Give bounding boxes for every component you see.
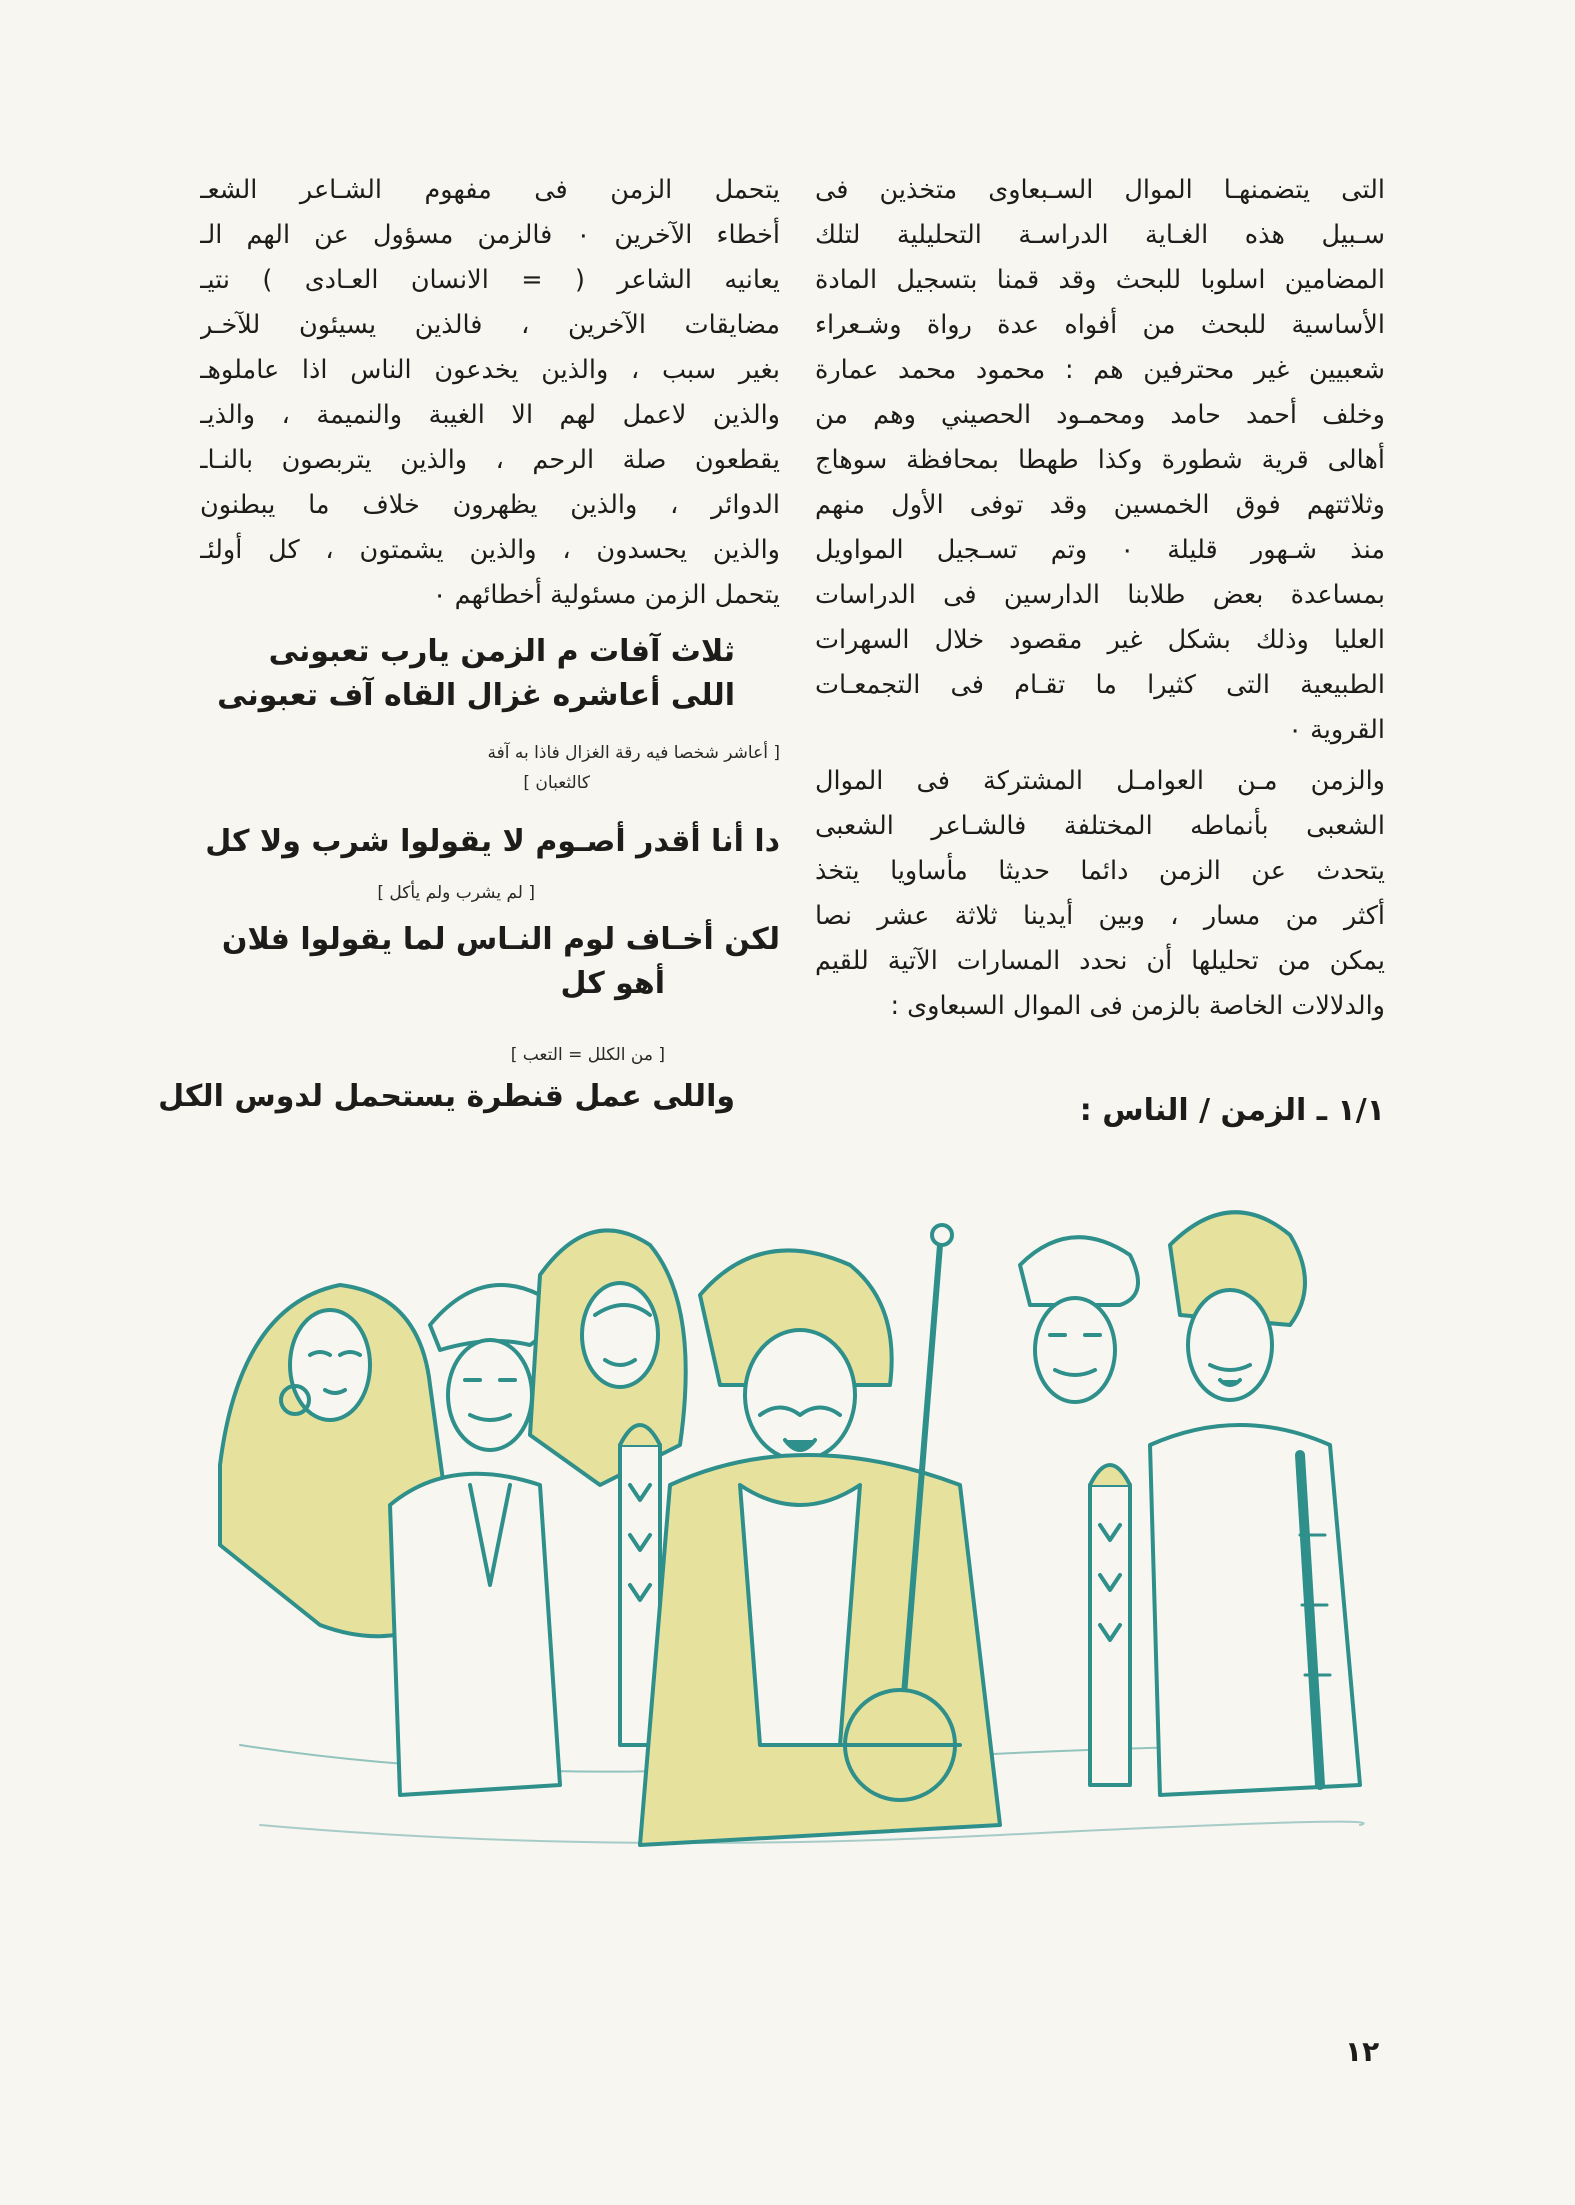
body-text-line: الشعبى بأنماطه المختلفة فالشـاعر الشعبى	[815, 811, 1385, 841]
folk-singers-illustration	[200, 1185, 1400, 1905]
right-column-paragraph-2	[815, 759, 1385, 1029]
body-text-line: الدوائر ، والذين يظهرون خلاف ما يبطنون	[200, 490, 780, 520]
gloss-1-line-2: كالثعبان ]	[523, 773, 590, 793]
body-text-line: مضايقات الآخرين ، فالذين يسيئون للآخـر	[200, 310, 780, 340]
gloss-2: [ لم يشرب ولم يأكل ]	[377, 883, 535, 903]
body-text-line: وخلف أحمد حامد ومحمـود الحصيني وهم من	[815, 400, 1385, 430]
verse-3-line-1: لكن أخـاف لوم النـاس لما يقولوا فلان	[221, 922, 780, 957]
verse-2: دا أنا أقدر أصـوم لا يقولوا شرب ولا كل	[205, 824, 780, 859]
body-text-line: يتحدث عن الزمن دائما حديثا مأساويا يتخذ	[815, 856, 1385, 886]
body-text-line: يعانيه الشاعر ( = الانسان العـادى ) نتيـ	[200, 265, 780, 295]
body-text-line: والزمن مـن العوامـل المشتركة فى الموال	[815, 766, 1385, 796]
body-text-line: والدلالات الخاصة بالزمن فى الموال السبعاوى :	[890, 991, 1385, 1021]
body-text-line: التى يتضمنهـا الموال السـبعاوى متخذين فى	[815, 175, 1385, 205]
section-heading: ١/١ ـ الزمن / الناس :	[1079, 1093, 1385, 1128]
body-text-line: منذ شـهور قليلة ٠ وتم تسـجيل المواويل	[815, 535, 1385, 565]
verse-4: واللى عمل قنطرة يستحمل لدوس الكل	[158, 1079, 735, 1114]
left-column	[200, 168, 780, 618]
right-column	[815, 168, 1385, 1029]
verse-1-line-2: اللى أعاشره غزال القاه آف تعبونى	[217, 678, 735, 713]
body-text-line: الطبيعية التى كثيرا ما تقـام فى التجمعـات	[815, 670, 1385, 700]
body-text-line: العليا وذلك بشكل غير مقصود خلال السهرات	[815, 625, 1385, 655]
body-text-line: يقطعون صلة الرحم ، والذين يتربصون بالنـاـ	[200, 445, 780, 475]
body-text-line: سـبيل هذه الغـاية الدراسـة التحليلية لتلك	[815, 220, 1385, 250]
body-text-line: شعبيين غير محترفين هم : محمود محمد عمارة	[815, 355, 1385, 385]
body-text-line: أكثر من مسار ، وبين أيدينا ثلاثة عشر نصا	[815, 901, 1385, 931]
verse-3-line-2: أهو كل	[560, 966, 665, 1001]
body-text-line: يتحمل الزمن مسئولية أخطائهم ٠	[432, 580, 780, 610]
body-text-line: المضامين اسلوبا للبحث وقد قمنا بتسجيل المادة	[815, 265, 1385, 295]
left-column-paragraph	[200, 168, 780, 618]
body-text-line: بغير سبب ، والذين يخدعون الناس اذا عاملوهـ	[200, 355, 780, 385]
body-text-line: القروية ٠	[1288, 715, 1385, 745]
body-text-line: الأساسية للبحث من أفواه عدة رواة وشـعراء	[815, 310, 1385, 340]
body-text-line: أخطاء الآخرين ٠ فالزمن مسؤول عن الهم الـ	[200, 220, 780, 250]
body-text-line: وثلاثتهم فوق الخمسين وقد توفى الأول منهم	[815, 490, 1385, 520]
body-text-line: يمكن من تحليلها أن نحدد المسارات الآتية للقيم	[815, 946, 1385, 976]
body-text-line: والذين يحسدون ، والذين يشمتون ، كل أولئـ	[200, 535, 780, 565]
gloss-3: [ من الكلل = التعب ]	[510, 1045, 665, 1065]
body-text-line: بمساعدة بعض طلابنا الدارسين فى الدراسات	[815, 580, 1385, 610]
body-text-line: والذين لاعمل لهم الا الغيبة والنميمة ، والذيـ	[200, 400, 780, 430]
gloss-1-line-1: [ أعاشر شخصا فيه رقة الغزال فاذا به آفة	[487, 743, 780, 763]
body-text-line: يتحمل الزمن فى مفهوم الشـاعر الشعـ	[200, 175, 780, 205]
verse-1-line-1: ثلاث آفات م الزمن يارب تعبونى	[268, 634, 735, 669]
right-column-paragraph-1	[815, 168, 1385, 753]
body-text-line: أهالى قرية شطورة وكذا طهطا بمحافظة سوهاج	[815, 445, 1385, 475]
page-number: ١٢	[1345, 2035, 1380, 2068]
